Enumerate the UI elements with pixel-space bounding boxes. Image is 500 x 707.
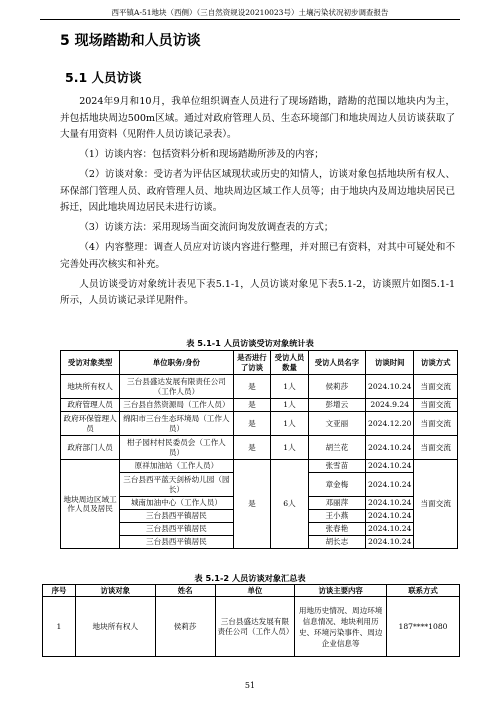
paragraph: （3）访谈方法：采用现场当面交流问询发放调查表的方式；	[79, 222, 334, 233]
cell-unit: 三台县西平镇居民	[120, 510, 233, 523]
paragraph: （2）访谈对象：受访者为评估区域现状或历史的知情人，访谈对象包括地块所有权人、环保部门管理人员、政府管理人员、地块周边区域工作人员等；由于地块内及周边地块居民已拆迁，因此地块周边居民未进行访谈。	[60, 169, 455, 213]
column-header: 单位职务/身份	[120, 351, 233, 375]
column-header: 联系方式	[387, 585, 460, 597]
cell-name: 胡长志	[308, 536, 365, 549]
cell-name: 邓丽萍	[308, 497, 365, 510]
table1-caption: 表 5.1-1 人员访谈受访对象统计表	[186, 338, 314, 348]
table-row	[61, 375, 458, 399]
cell-name: 张雪苗	[308, 460, 365, 473]
cell-type: 政府管理人员	[61, 399, 120, 412]
column-header: 是否进行了访谈	[233, 351, 271, 375]
cell-number: 1	[43, 597, 76, 657]
cell-method: 当面交流	[414, 436, 458, 460]
cell-name: 胡兰花	[308, 436, 365, 460]
cell-name: 张春艳	[308, 523, 365, 536]
cell-done: 是	[233, 375, 271, 399]
cell-unit: 三台县盛达发展有限责任公司（工作人员）	[120, 375, 233, 399]
cell-unit: 三台县盛达发展有限责任公司（工作人员）	[215, 597, 295, 657]
cell-date: 2024.10.24	[365, 536, 413, 549]
cell-method: 当面交流	[414, 399, 458, 412]
cell-unit: 柑子园村村民委员会（工作人员）	[120, 436, 233, 460]
cell-date: 2024.10.24	[365, 460, 413, 473]
cell-unit: 三台县西平镇居民	[120, 523, 233, 536]
cell-target: 地块所有权人	[75, 597, 155, 657]
cell-unit: 三台县西平镇居民	[120, 536, 233, 549]
table-row	[61, 399, 458, 412]
cell-count: 6人	[271, 460, 309, 549]
table-header-row	[43, 585, 460, 597]
paragraph: 2024年9月和10月，我单位组织调查人员进行了现场踏勘，踏勘的范围以地块内为主，并包括地块周边500m区域。通过对政府管理人员、生态环境部门和地块周边人员访谈获取了大量有用资料（见附件人员访谈记录表）。	[60, 96, 455, 140]
cell-count: 1人	[271, 375, 309, 399]
page-number: 51	[244, 681, 256, 690]
cell-content: 用地历史情况、周边环境信息情况、地块利用历史、环境污染事件、周边企业信息等	[295, 597, 387, 657]
column-header: 受访人员名字	[308, 351, 365, 375]
cell-unit: 三台县西平蓝天剑桥幼儿园（园长）	[120, 473, 233, 497]
column-header: 受访对象类型	[61, 351, 120, 375]
cell-phone: 187****1080	[387, 597, 460, 657]
table-row	[43, 597, 460, 657]
cell-date: 2024.9.24	[365, 399, 413, 412]
cell-done: 是	[233, 412, 271, 436]
column-header: 访谈主要内容	[295, 585, 387, 597]
cell-type: 地块周边区域工作人员及居民	[61, 460, 120, 549]
interviewee-stats-table	[60, 350, 458, 549]
cell-method: 当面交流	[414, 375, 458, 399]
cell-name: 王小燕	[308, 510, 365, 523]
cell-count: 1人	[271, 412, 309, 436]
cell-date: 2024.10.24	[365, 497, 413, 510]
column-header: 访谈时间	[365, 351, 413, 375]
table-row	[61, 460, 458, 473]
table2-caption: 表 5.1-2 人员访谈对象汇总表	[194, 573, 306, 583]
cell-count: 1人	[271, 399, 309, 412]
header-rule	[40, 19, 460, 20]
cell-name: 彭增云	[308, 399, 365, 412]
cell-date: 2024.10.24	[365, 523, 413, 536]
paragraph: （4）内容整理：调查人员应对访谈内容进行整理，并对照已有资料，对其中可疑处和不完善处再次核实和补充。	[60, 242, 455, 270]
cell-unit: 绵阳市三台生态环境局（工作人员）	[120, 412, 233, 436]
body-text	[60, 94, 455, 313]
table-row	[61, 412, 458, 436]
cell-name: 章金梅	[308, 473, 365, 497]
cell-done: 是	[233, 399, 271, 412]
column-header: 姓名	[155, 585, 215, 597]
subsection-heading: 5.1 人员访谈	[65, 70, 142, 85]
cell-date: 2024.10.24	[365, 375, 413, 399]
cell-done: 是	[233, 436, 271, 460]
column-header: 访谈对象	[75, 585, 155, 597]
column-header: 序号	[43, 585, 76, 597]
table-row	[61, 436, 458, 460]
section-heading: 5 现场踏勘和人员访谈	[60, 33, 201, 49]
table-header-row	[61, 351, 458, 375]
cell-unit: 城南加油中心（工作人员）	[120, 497, 233, 510]
cell-unit: 三台县自然资源局（工作人员）	[120, 399, 233, 412]
cell-name: 侯莉莎	[308, 375, 365, 399]
cell-name: 文亚丽	[308, 412, 365, 436]
cell-method: 当面交流	[414, 460, 458, 549]
column-header: 受访人员数量	[271, 351, 309, 375]
cell-type: 政府部门人员	[61, 436, 120, 460]
cell-name: 侯莉莎	[155, 597, 215, 657]
cell-date: 2024.12.20	[365, 412, 413, 436]
paragraph: （1）访谈内容：包括资料分析和现场踏勘所涉及的内容；	[79, 149, 324, 160]
interviewee-summary-table	[42, 584, 460, 657]
cell-done: 是	[233, 460, 271, 549]
cell-method: 当面交流	[414, 412, 458, 436]
column-header: 访谈方式	[414, 351, 458, 375]
cell-type: 政府环保管理人员	[61, 412, 120, 436]
running-header: 西平镇A-51地块（西侧）（三自然资规设20210023号）土壤污染状况初步调查报告	[111, 8, 389, 17]
cell-date: 2024.10.24	[365, 436, 413, 460]
paragraph: 人员访谈受访对象统计表见下表5.1-1，人员访谈对象见下表5.1-2，访谈照片如图5.1-1所示，人员访谈记录详见附件。	[60, 278, 455, 306]
cell-count: 1人	[271, 436, 309, 460]
cell-date: 2024.10.24	[365, 510, 413, 523]
column-header: 单位	[215, 585, 295, 597]
cell-date: 2024.10.24	[365, 473, 413, 497]
cell-type: 地块所有权人	[61, 375, 120, 399]
cell-unit: 原祥加油站（工作人员）	[120, 460, 233, 473]
